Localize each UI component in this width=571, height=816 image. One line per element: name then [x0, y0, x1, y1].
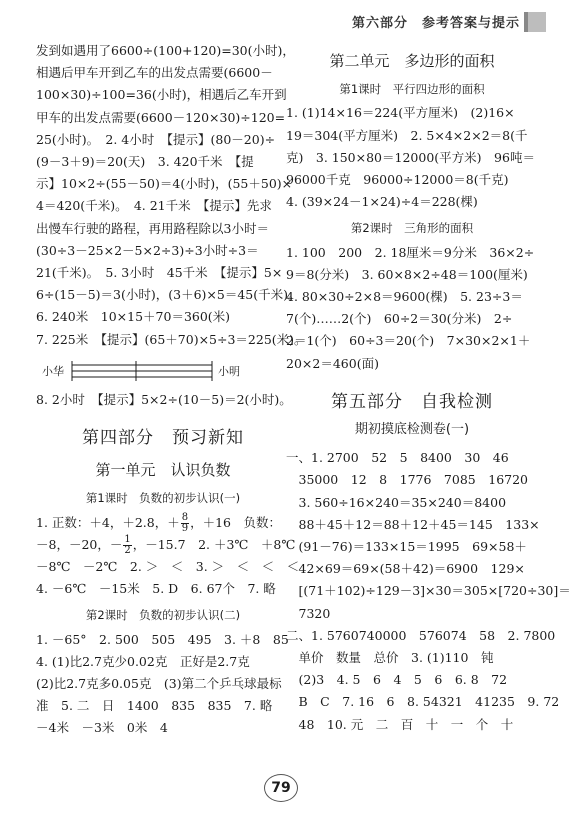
answer-line: 克) 3. 150×80＝12000(平方米) 96吨＝	[286, 149, 535, 165]
answer-line: (2)比2.7克多0.05克 (3)第二个乒乓球最标	[36, 676, 282, 692]
answer-line: －4米 －3米 0米 4	[36, 720, 168, 736]
answer-line: 88＋45＋12＝88＋12＋45＝145 133×	[286, 516, 540, 532]
answer-line: 9＝8(分米) 3. 60×8×2÷48＝100(厘米)	[286, 266, 528, 282]
answer-line: 1. －65° 2. 500 505 495 3. ＋8 85	[36, 631, 289, 647]
answer-line: －8℃ －2℃ 2. ＞ ＜ 3. ＞ ＜ ＜ ＜	[36, 559, 300, 575]
answer-line: 甲车的出发点需要(6600－120×30)÷120=	[36, 109, 286, 125]
page-number: 79	[264, 774, 298, 802]
answer-line: 发到如遇用了6600÷(100+120)=30(小时)，	[36, 43, 295, 58]
answer-line: 7320	[286, 605, 331, 621]
answer-line: 7. 225米 【提示】(65＋70)×5÷3＝225(米)。	[36, 331, 307, 347]
answer-line: (30÷3－25×2－5×2÷3)÷3小时÷3＝	[36, 242, 259, 258]
answer-line: 准 5. 二 日 1400 835 835 7. 略	[36, 698, 273, 714]
answer-line: 35000 12 8 1776 7085 16720	[286, 472, 529, 488]
answer-line: 6. 240米 10×15＋70＝360(米)	[36, 309, 231, 325]
answer-line: (9－3＋9)＝20(天) 3. 420千米 【提	[36, 154, 254, 170]
right-column	[286, 40, 571, 736]
answer-line: 4. －6℃ －15米 5. D 6. 67个 7. 略	[36, 581, 276, 597]
diagram-label-left: 小华	[42, 364, 64, 378]
page-header	[0, 0, 560, 40]
answer-line: (91－76)＝133×15＝1995 69×58＋	[286, 539, 527, 555]
answer-line: 二、1. 5760740000 576074 58 2. 7800	[286, 627, 556, 643]
lesson-heading: 第2课时 负数的初步认识(二)	[85, 608, 241, 623]
line-segment-diagram	[36, 355, 290, 385]
answer-line: 7(个)……2(个) 60÷2＝30(分米) 2÷	[286, 311, 513, 327]
lesson-heading: 第2课时 三角形的面积	[350, 221, 474, 236]
answer-line: 相遇后甲车开到乙车的出发点需要(6600－	[36, 65, 273, 81]
answer-line: 48 10. 元 二 百 十 一 个 十	[286, 716, 514, 732]
answer-line: B C 7. 16 6 8. 54321 41235 9. 72	[286, 694, 560, 710]
answer-line: 100×30)÷100=36(小时)，相遇后乙车开到	[36, 87, 287, 103]
answer-line: 1. (1)14×16＝224(平方厘米) (2)16×	[286, 105, 515, 121]
answer-line: 19＝304(平方厘米) 2. 5×4×2×2＝8(千	[286, 127, 528, 143]
fraction: $\frac{8}{9}$	[181, 511, 189, 534]
answer-line: 20×2＝460(面)	[286, 355, 379, 371]
answer-line: 6÷(15－5)＝3(小时)，(3＋6)×5＝45(千米)。	[36, 287, 301, 303]
diagram-label-right: 小明	[218, 364, 240, 378]
answer-line: 21(千米)。 5. 3小时 45千米 【提示】5×	[36, 265, 283, 281]
answer-line: 4. 80×30÷2×8＝9600(棵) 5. 23÷3＝	[286, 289, 523, 305]
part-heading: 第五部分 自我检测	[331, 391, 493, 412]
part-heading: 第四部分 预习新知	[82, 428, 244, 449]
answer-line: 4. (39×24－1×24)÷4＝228(棵)	[286, 194, 478, 210]
answer-line: 单价 数量 总价 3. (1)110 钝	[286, 650, 494, 666]
answer-line: 1. 正数：＋4，＋2.8，＋ $\frac{8}{9}$ ，＋16 负数：	[36, 511, 282, 534]
answer-line: 25(小时)。 2. 4小时 【提示】(80－20)÷	[36, 131, 276, 147]
answer-line: 42×69＝69×(58＋42)＝6900 129×	[286, 561, 525, 577]
unit-heading: 第二单元 多边形的面积	[329, 52, 495, 70]
answer-line: 出慢车行驶的路程，再用路程除以3小时＝	[36, 220, 269, 236]
unit-heading: 第一单元 认识负数	[95, 461, 231, 480]
exam-heading: 期初摸底检测卷(一)	[354, 422, 470, 438]
lesson-heading: 第1课时 平行四边形的面积	[339, 82, 485, 97]
lesson-heading: 第1课时 负数的初步认识(一)	[85, 491, 241, 506]
fraction: $\frac{1}{2}$	[124, 533, 131, 556]
answer-line: [(71＋102)÷129－3]×30＝305×[720÷30]＝	[286, 583, 571, 599]
answer-line: 4. (1)比2.7克少0.02克 正好是2.7克	[36, 653, 250, 669]
answer-line: 96000千克 96000÷12000＝8(千克)	[286, 172, 509, 188]
answer-line: 8. 2小时 【提示】5×2÷(10－5)＝2(小时)。	[36, 391, 292, 407]
answer-line: －8，－20，－ $\frac{1}{2}$ ，－15.7 2. ＋3℃ ＋8℃	[36, 533, 296, 556]
answer-line: 示】10×2÷(55－50)＝4(小时)，(55＋50)×	[36, 176, 293, 192]
header-title: 第六部分 参考答案与提示	[351, 16, 520, 31]
answer-line: 4＝420(千米)。 4. 21千米 【提示】先求	[36, 198, 272, 214]
left-column	[36, 40, 307, 740]
answer-line: 2＝1(个) 60÷3＝20(个) 7×30×2×1＋	[286, 333, 531, 349]
answer-line: 3. 560÷16×240＝35×240＝8400	[286, 494, 507, 510]
answer-line: 1. 100 200 2. 18厘米＝9分米 36×2÷	[286, 244, 535, 260]
answer-line: 一、1. 2700 52 5 8400 30 46	[286, 450, 509, 466]
answer-line: (2)3 4. 5 6 4 5 6 6. 8 72	[286, 672, 508, 688]
segment-drawing	[36, 355, 236, 385]
header-tab-marker	[524, 12, 546, 32]
